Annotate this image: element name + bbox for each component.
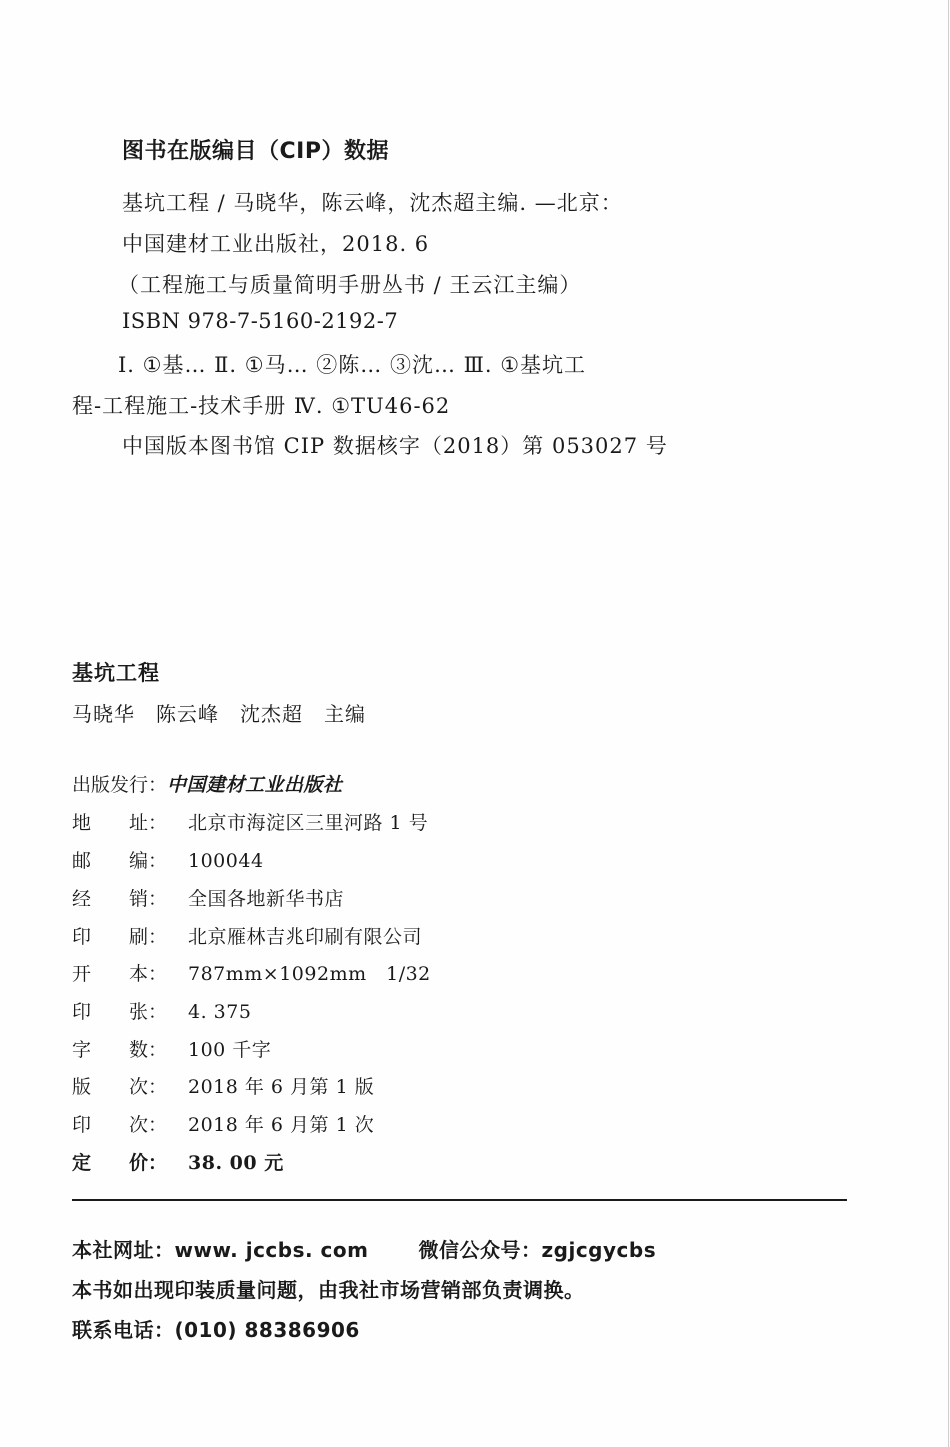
info-label: 版 次： bbox=[72, 1076, 168, 1098]
info-value: 2018 年 6 月第 1 版 bbox=[188, 1076, 375, 1098]
info-label: 地 址： bbox=[72, 812, 168, 834]
publisher-logo-text: 中国建材工业出版社 bbox=[167, 774, 343, 796]
info-value: 38. 00 元 bbox=[188, 1152, 284, 1174]
page-edge-line bbox=[948, 0, 949, 1447]
cip-line-index-2: 程-工程施工-技术手册 Ⅳ. ①TU46-62 bbox=[72, 394, 451, 418]
info-value: 100044 bbox=[188, 850, 264, 872]
info-value: 787mm×1092mm 1/32 bbox=[188, 963, 431, 985]
info-label: 字 数： bbox=[72, 1039, 168, 1061]
info-label: 印 次： bbox=[72, 1114, 168, 1136]
info-value: 4. 375 bbox=[188, 1001, 252, 1023]
info-label: 邮 编： bbox=[72, 850, 168, 872]
cip-heading: 图书在版编目（CIP）数据 bbox=[122, 139, 389, 164]
book-authors: 马晓华 陈云峰 沈杰超 主编 bbox=[72, 702, 366, 726]
footer-website-line bbox=[72, 1234, 656, 1263]
wechat-value: zgjcgycbs bbox=[541, 1238, 657, 1262]
info-label: 印 张： bbox=[72, 1001, 168, 1023]
info-value: 全国各地新华书店 bbox=[188, 888, 345, 910]
info-row-sheets bbox=[72, 999, 251, 1025]
info-row-publisher bbox=[72, 772, 343, 798]
footer-phone-line bbox=[72, 1314, 360, 1343]
info-row-format bbox=[72, 961, 431, 987]
book-title: 基坑工程 bbox=[72, 661, 160, 685]
info-row-distributor bbox=[72, 886, 344, 912]
info-label: 定 价： bbox=[72, 1152, 168, 1174]
horizontal-rule bbox=[72, 1199, 847, 1201]
info-value: 100 千字 bbox=[188, 1039, 272, 1061]
footer-notice: 本书如出现印装质量问题，由我社市场营销部负责调换。 bbox=[72, 1278, 585, 1302]
phone-value: (010) 88386906 bbox=[174, 1318, 360, 1342]
website-label: 本社网址： bbox=[72, 1238, 175, 1262]
wechat-label: 微信公众号： bbox=[418, 1238, 542, 1262]
info-value: 2018 年 6 月第 1 次 bbox=[188, 1114, 375, 1136]
info-value: 北京市海淀区三里河路 1 号 bbox=[188, 812, 429, 834]
info-value: 北京雁林吉兆印刷有限公司 bbox=[188, 926, 423, 948]
website-value: www. jccbs. com bbox=[174, 1238, 369, 1262]
info-row-postcode bbox=[72, 848, 264, 874]
info-row-price bbox=[72, 1150, 284, 1176]
phone-label: 联系电话： bbox=[72, 1318, 175, 1342]
cip-line-index-1: Ⅰ. ①基… Ⅱ. ①马… ②陈… ③沈… Ⅲ. ①基坑工 bbox=[118, 353, 587, 377]
info-label: 开 本： bbox=[72, 963, 168, 985]
cip-line-title: 基坑工程 / 马晓华，陈云峰，沈杰超主编. —北京： bbox=[122, 191, 623, 215]
info-label: 经 销： bbox=[72, 888, 168, 910]
info-row-wordcount bbox=[72, 1037, 271, 1063]
info-row-printing bbox=[72, 1112, 374, 1138]
cip-line-publisher: 中国建材工业出版社，2018. 6 bbox=[122, 232, 430, 256]
info-label: 出版发行： bbox=[72, 774, 168, 796]
info-row-address bbox=[72, 810, 428, 836]
cip-line-series: （工程施工与质量简明手册丛书 / 王云江主编） bbox=[118, 273, 582, 297]
cip-line-record-number: 中国版本图书馆 CIP 数据核字（2018）第 053027 号 bbox=[122, 434, 668, 458]
cip-line-isbn: ISBN 978-7-5160-2192-7 bbox=[122, 309, 399, 333]
info-row-edition bbox=[72, 1074, 374, 1100]
info-label: 印 刷： bbox=[72, 926, 168, 948]
info-row-printer bbox=[72, 924, 422, 950]
